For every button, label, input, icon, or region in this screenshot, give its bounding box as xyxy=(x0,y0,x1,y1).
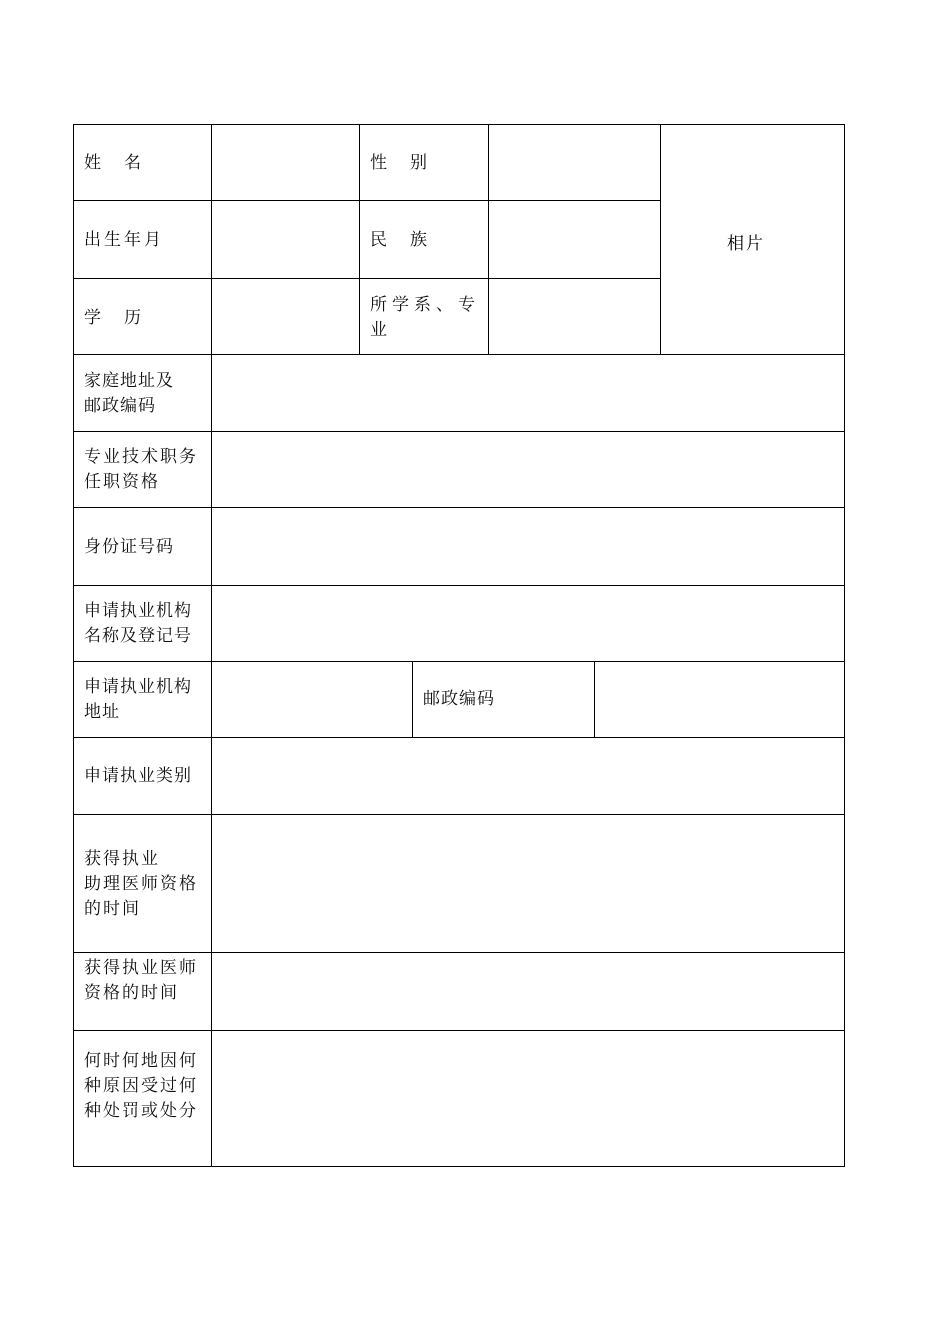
name-label: 姓 名 xyxy=(84,153,144,173)
education-label: 学 历 xyxy=(84,308,144,328)
doctor-label-cell xyxy=(73,952,212,1031)
category-field[interactable] xyxy=(211,737,845,815)
major-label-cell xyxy=(359,278,489,355)
major-label: 所学系、专 业 xyxy=(370,295,480,340)
gender-label-cell xyxy=(359,124,489,201)
birth-label-cell xyxy=(73,200,212,279)
education-field[interactable] xyxy=(211,278,360,355)
major-field[interactable] xyxy=(488,278,661,355)
address-field[interactable] xyxy=(211,354,845,432)
org-name-field[interactable] xyxy=(211,585,845,662)
photo-label: 相片 xyxy=(727,234,765,254)
assistant-label-cell xyxy=(73,814,212,953)
category-label-cell xyxy=(73,737,212,815)
ethnicity-label-cell xyxy=(359,200,489,279)
postal-label-cell xyxy=(412,661,595,738)
org-name-label: 申请执业机构 名称及登记号 xyxy=(84,601,192,646)
penalty-label: 何时何地因何 种原因受过何 种处罚或处分 xyxy=(84,1051,198,1121)
assistant-time-field[interactable] xyxy=(211,814,845,953)
gender-field[interactable] xyxy=(488,124,661,201)
penalty-field[interactable] xyxy=(211,1030,845,1167)
org-addr-label-cell xyxy=(73,661,212,738)
birth-label: 出生年月 xyxy=(84,230,164,250)
title-field[interactable] xyxy=(211,431,845,508)
penalty-label-cell xyxy=(73,1030,212,1167)
id-number-field[interactable] xyxy=(211,507,845,586)
title-label-cell xyxy=(73,431,212,508)
birth-field[interactable] xyxy=(211,200,360,279)
title-label: 专业技术职务 任职资格 xyxy=(84,447,198,492)
assistant-label: 获得执业 助理医师资格 的时间 xyxy=(84,849,198,919)
ethnicity-label: 民 族 xyxy=(370,230,430,250)
address-label-cell xyxy=(73,354,212,432)
category-label: 申请执业类别 xyxy=(84,766,192,786)
postal-label: 邮政编码 xyxy=(423,689,495,709)
doctor-label: 获得执业医师 资格的时间 xyxy=(84,958,198,1003)
org-addr-label: 申请执业机构 地址 xyxy=(84,677,192,722)
org-name-label-cell xyxy=(73,585,212,662)
education-label-cell xyxy=(73,278,212,355)
doctor-time-field[interactable] xyxy=(211,952,845,1031)
gender-label: 性 别 xyxy=(370,153,430,173)
ethnicity-field[interactable] xyxy=(488,200,661,279)
address-label: 家庭地址及 邮政编码 xyxy=(84,371,174,416)
name-label-cell xyxy=(73,124,212,201)
id-label: 身份证号码 xyxy=(84,537,174,557)
id-label-cell xyxy=(73,507,212,586)
photo-box[interactable] xyxy=(660,124,845,355)
name-field[interactable] xyxy=(211,124,360,201)
postal-code-field[interactable] xyxy=(594,661,845,738)
org-address-field[interactable] xyxy=(211,661,413,738)
